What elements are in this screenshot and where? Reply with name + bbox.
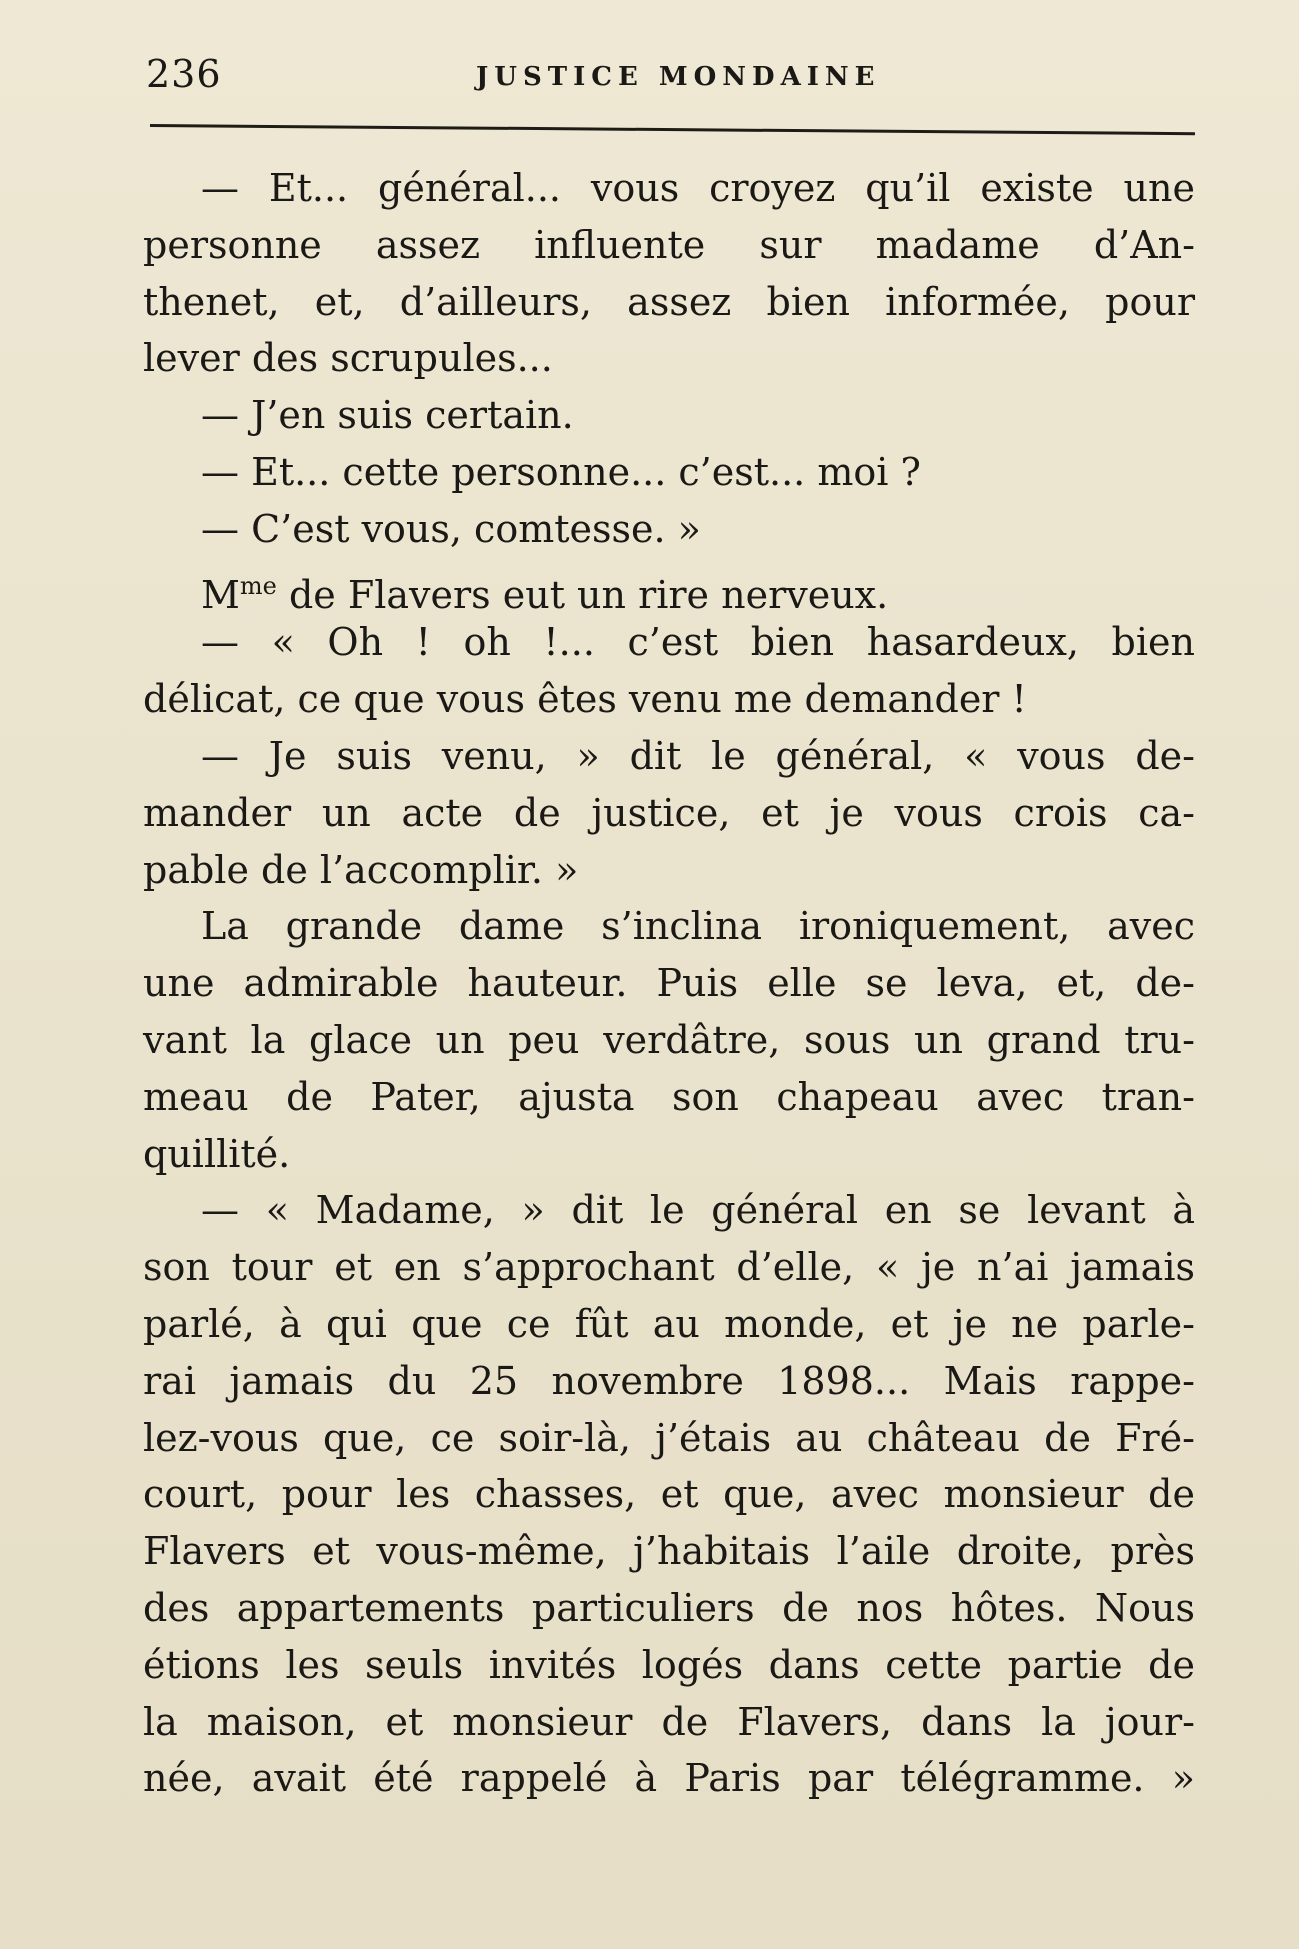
text-line: mander un acte de justice, et je vous crois ca-	[143, 790, 1195, 835]
text-line: la maison, et monsieur de Flavers, dans la jour-	[143, 1699, 1195, 1744]
text-line: — Et... général... vous croyez qu’il existe une	[201, 166, 1195, 210]
text-line: — « Madame, » dit le général en se levant à	[201, 1188, 1195, 1233]
text-line: court, pour les chasses, et que, avec monsieur de	[143, 1472, 1195, 1517]
text-line: parlé, à qui que ce fût au monde, et je ne parle-	[143, 1301, 1195, 1346]
text-line: — J’en suis certain.	[201, 393, 574, 438]
text-line: une admirable hauteur. Puis elle se leva, et, de-	[143, 961, 1195, 1006]
text-line: thenet, et, d’ailleurs, assez bien informée, pour	[143, 279, 1195, 324]
text-line: — C’est vous, comtesse. »	[201, 506, 701, 551]
text-line: des appartements particuliers de nos hôtes. Nous	[143, 1585, 1195, 1630]
text-line: — Et... cette personne... c’est... moi ?	[201, 449, 921, 494]
text-line: — « Oh ! oh !... c’est bien hasardeux, bien	[201, 620, 1195, 665]
page-number: 236	[146, 52, 222, 96]
text-line: personne assez influente sur madame d’An-	[143, 222, 1195, 267]
header-rule	[150, 124, 1195, 135]
line-rest: de Flavers eut un rire nerveux.	[276, 572, 889, 617]
text-line: née, avait été rappelé à Paris par télégramme. »	[143, 1756, 1195, 1801]
text-line: La grande dame s’inclina ironiquement, avec	[201, 904, 1195, 949]
text-line: meau de Pater, ajusta son chapeau avec tran-	[143, 1074, 1195, 1119]
text-line: son tour et en s’approchant d’elle, « je n’ai jamais	[143, 1245, 1195, 1290]
text-line: quillité.	[143, 1131, 291, 1176]
text-line	[143, 558, 1195, 615]
text-line: rai jamais du 25 novembre 1898... Mais rappe-	[143, 1358, 1195, 1403]
text-line: délicat, ce que vous êtes venu me demander !	[143, 677, 1027, 722]
text-line: pable de l’accomplir. »	[143, 847, 579, 892]
text-line: vant la glace un peu verdâtre, sous un grand tru-	[143, 1017, 1195, 1062]
abbrev-superscript: me	[239, 571, 277, 600]
text-line: lez-vous que, ce soir-là, j’étais au château de Fré-	[143, 1415, 1195, 1460]
text-line: Flavers et vous-même, j’habitais l’aile droite, près	[143, 1529, 1195, 1574]
running-head	[146, 52, 1196, 112]
body-text	[143, 160, 1195, 1807]
text-line: — Je suis venu, » dit le général, « vous de-	[201, 733, 1195, 778]
text-line: étions les seuls invités logés dans cette partie de	[143, 1642, 1195, 1687]
text-line: lever des scrupules...	[143, 336, 553, 381]
abbrev-prefix: M	[201, 572, 240, 617]
running-title: JUSTICE MONDAINE	[476, 62, 881, 92]
